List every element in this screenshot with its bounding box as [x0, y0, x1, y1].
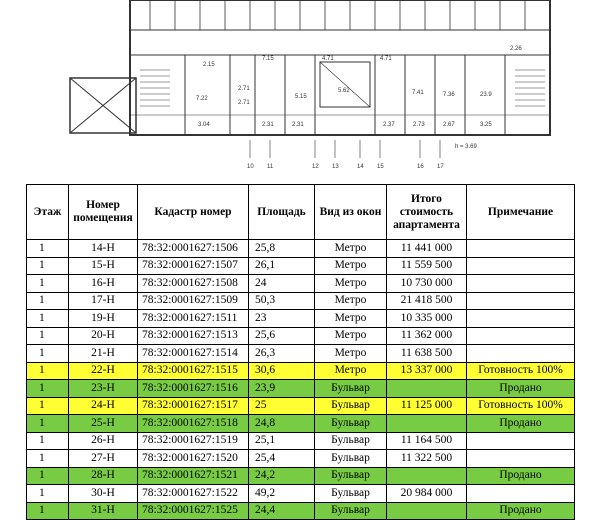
apartments-table-container	[26, 184, 574, 517]
cell-room: 30-Н	[69, 485, 138, 503]
cell-room: 23-Н	[69, 380, 138, 398]
table-row	[27, 275, 575, 293]
floor-plan-drawing	[0, 0, 600, 182]
cell-cadastre: 78:32:0001627:1513	[138, 327, 249, 345]
cell-floor: 1	[27, 502, 69, 520]
cell-room: 22-Н	[69, 362, 138, 380]
cell-price: 21 418 500	[387, 292, 467, 310]
cell-area: 49,2	[249, 485, 315, 503]
table-row	[27, 240, 575, 258]
plan-room-label: 2.15	[203, 62, 215, 68]
cell-price: 20 984 000	[387, 485, 467, 503]
cell-floor: 1	[27, 362, 69, 380]
header-floor: Этаж	[27, 185, 69, 240]
cell-area: 25,4	[249, 450, 315, 468]
cell-view: Метро	[315, 327, 387, 345]
cell-area: 23,9	[249, 380, 315, 398]
cell-cadastre: 78:32:0001627:1507	[138, 257, 249, 275]
plan-room-label: 7.36	[443, 92, 455, 98]
cell-view: Бульвар	[315, 502, 387, 520]
header-view: Вид из окон	[315, 185, 387, 240]
cell-cadastre: 78:32:0001627:1518	[138, 415, 249, 433]
cell-view: Бульвар	[315, 485, 387, 503]
cell-cadastre: 78:32:0001627:1509	[138, 292, 249, 310]
plan-room-label: 4.71	[380, 56, 392, 62]
cell-cadastre: 78:32:0001627:1511	[138, 310, 249, 328]
table-row	[27, 432, 575, 450]
table-row	[27, 397, 575, 415]
table-row	[27, 415, 575, 433]
cell-price: 11 638 500	[387, 345, 467, 363]
cell-view: Метро	[315, 240, 387, 258]
cell-room: 21-Н	[69, 345, 138, 363]
cell-area: 25,1	[249, 432, 315, 450]
cell-view: Бульвар	[315, 450, 387, 468]
cell-area: 23	[249, 310, 315, 328]
cell-cadastre: 78:32:0001627:1514	[138, 345, 249, 363]
cell-room: 16-Н	[69, 275, 138, 293]
cell-view: Бульвар	[315, 432, 387, 450]
cell-price: 11 441 000	[387, 240, 467, 258]
cell-cadastre: 78:32:0001627:1525	[138, 502, 249, 520]
plan-axis-label: 15	[377, 164, 384, 170]
cell-room: 17-Н	[69, 292, 138, 310]
cell-view: Метро	[315, 362, 387, 380]
plan-room-label: 2.67	[443, 122, 455, 128]
plan-axis-label: 11	[267, 164, 274, 170]
plan-room-label: 4.71	[322, 56, 334, 62]
plan-room-label: 5.62	[338, 88, 350, 94]
cell-cadastre: 78:32:0001627:1517	[138, 397, 249, 415]
plan-room-label: 2.71	[238, 100, 250, 106]
plan-room-label: 7.41	[412, 90, 424, 96]
cell-area: 24,8	[249, 415, 315, 433]
cell-note	[467, 345, 575, 363]
cell-price: 11 125 000	[387, 397, 467, 415]
cell-floor: 1	[27, 467, 69, 485]
cell-floor: 1	[27, 275, 69, 293]
cell-cadastre: 78:32:0001627:1506	[138, 240, 249, 258]
cell-price: 11 164 500	[387, 432, 467, 450]
cell-note	[467, 292, 575, 310]
cell-cadastre: 78:32:0001627:1508	[138, 275, 249, 293]
plan-room-label: 2.31	[292, 122, 304, 128]
cell-area: 50,3	[249, 292, 315, 310]
cell-note: Продано	[467, 380, 575, 398]
table-row	[27, 345, 575, 363]
cell-area: 24	[249, 275, 315, 293]
cell-floor: 1	[27, 257, 69, 275]
cell-area: 26,1	[249, 257, 315, 275]
plan-room-label: 2.73	[413, 122, 425, 128]
cell-view: Бульвар	[315, 467, 387, 485]
header-price: Итого стоимость апартамента	[387, 185, 467, 240]
cell-cadastre: 78:32:0001627:1522	[138, 485, 249, 503]
cell-view: Метро	[315, 292, 387, 310]
cell-price: 13 337 000	[387, 362, 467, 380]
cell-note	[467, 275, 575, 293]
cell-room: 20-Н	[69, 327, 138, 345]
cell-area: 25,8	[249, 240, 315, 258]
cell-note	[467, 327, 575, 345]
plan-room-label: 3.04	[198, 122, 210, 128]
cell-area: 30,6	[249, 362, 315, 380]
cell-price: 11 559 500	[387, 257, 467, 275]
plan-room-label: 3.25	[480, 122, 492, 128]
cell-floor: 1	[27, 240, 69, 258]
table-row	[27, 450, 575, 468]
cell-room: 31-Н	[69, 502, 138, 520]
table-row	[27, 485, 575, 503]
cell-area: 25	[249, 397, 315, 415]
header-note: Примечание	[467, 185, 575, 240]
cell-price: 11 322 500	[387, 450, 467, 468]
cell-room: 26-Н	[69, 432, 138, 450]
cell-floor: 1	[27, 310, 69, 328]
cell-floor: 1	[27, 397, 69, 415]
plan-room-label: 7.15	[262, 56, 274, 62]
cell-price: 10 730 000	[387, 275, 467, 293]
plan-axis-label: 16	[417, 164, 424, 170]
cell-note	[467, 257, 575, 275]
plan-axis-label: 13	[332, 164, 339, 170]
plan-axis-label: 12	[312, 164, 319, 170]
cell-room: 28-Н	[69, 467, 138, 485]
table-header-row	[27, 185, 575, 240]
plan-room-label: 2.37	[383, 122, 395, 128]
cell-area: 24,2	[249, 467, 315, 485]
cell-price	[387, 502, 467, 520]
cell-view: Метро	[315, 345, 387, 363]
plan-room-label: 2.71	[238, 86, 250, 92]
cell-cadastre: 78:32:0001627:1520	[138, 450, 249, 468]
cell-area: 24,4	[249, 502, 315, 520]
cell-floor: 1	[27, 380, 69, 398]
cell-note: Продано	[467, 467, 575, 485]
table-row	[27, 467, 575, 485]
cell-floor: 1	[27, 415, 69, 433]
plan-room-label: 2.26	[510, 46, 522, 52]
cell-note: Продано	[467, 502, 575, 520]
cell-floor: 1	[27, 345, 69, 363]
table-row	[27, 380, 575, 398]
cell-cadastre: 78:32:0001627:1515	[138, 362, 249, 380]
cell-room: 15-Н	[69, 257, 138, 275]
cell-area: 25,6	[249, 327, 315, 345]
table-row	[27, 502, 575, 520]
plan-axis-label: 10	[247, 164, 254, 170]
cell-floor: 1	[27, 485, 69, 503]
cell-price	[387, 415, 467, 433]
cell-floor: 1	[27, 450, 69, 468]
table-row	[27, 362, 575, 380]
cell-note	[467, 240, 575, 258]
cell-area: 26,3	[249, 345, 315, 363]
cell-floor: 1	[27, 327, 69, 345]
plan-room-label: 5.15	[295, 94, 307, 100]
cell-room: 27-Н	[69, 450, 138, 468]
plan-room-label: 23.9	[480, 92, 492, 98]
cell-room: 24-Н	[69, 397, 138, 415]
cell-note	[467, 432, 575, 450]
plan-height-label: h = 3.69	[455, 144, 477, 150]
cell-cadastre: 78:32:0001627:1516	[138, 380, 249, 398]
table-row	[27, 292, 575, 310]
cell-note	[467, 450, 575, 468]
floor-plan	[0, 0, 600, 182]
header-room: Номер помещения	[69, 185, 138, 240]
table-row	[27, 310, 575, 328]
cell-price	[387, 380, 467, 398]
table-row	[27, 257, 575, 275]
cell-note	[467, 485, 575, 503]
cell-price: 10 335 000	[387, 310, 467, 328]
cell-note: Продано	[467, 415, 575, 433]
cell-view: Метро	[315, 310, 387, 328]
cell-note: Готовность 100%	[467, 397, 575, 415]
cell-room: 14-Н	[69, 240, 138, 258]
cell-floor: 1	[27, 432, 69, 450]
cell-view: Бульвар	[315, 415, 387, 433]
cell-view: Метро	[315, 257, 387, 275]
cell-cadastre: 78:32:0001627:1521	[138, 467, 249, 485]
cell-view: Бульвар	[315, 380, 387, 398]
cell-price: 11 362 000	[387, 327, 467, 345]
plan-axis-label: 17	[437, 164, 444, 170]
cell-room: 25-Н	[69, 415, 138, 433]
table-row	[27, 327, 575, 345]
cell-view: Метро	[315, 275, 387, 293]
plan-room-label: 2.31	[262, 122, 274, 128]
cell-note	[467, 310, 575, 328]
cell-note: Готовность 100%	[467, 362, 575, 380]
plan-room-label: 7.22	[196, 96, 208, 102]
cell-cadastre: 78:32:0001627:1519	[138, 432, 249, 450]
header-area: Площадь	[249, 185, 315, 240]
cell-view: Бульвар	[315, 397, 387, 415]
header-cadastre: Кадастр номер	[138, 185, 249, 240]
apartments-table	[26, 184, 575, 520]
cell-room: 19-Н	[69, 310, 138, 328]
plan-axis-label: 14	[357, 164, 364, 170]
cell-price	[387, 467, 467, 485]
cell-floor: 1	[27, 292, 69, 310]
